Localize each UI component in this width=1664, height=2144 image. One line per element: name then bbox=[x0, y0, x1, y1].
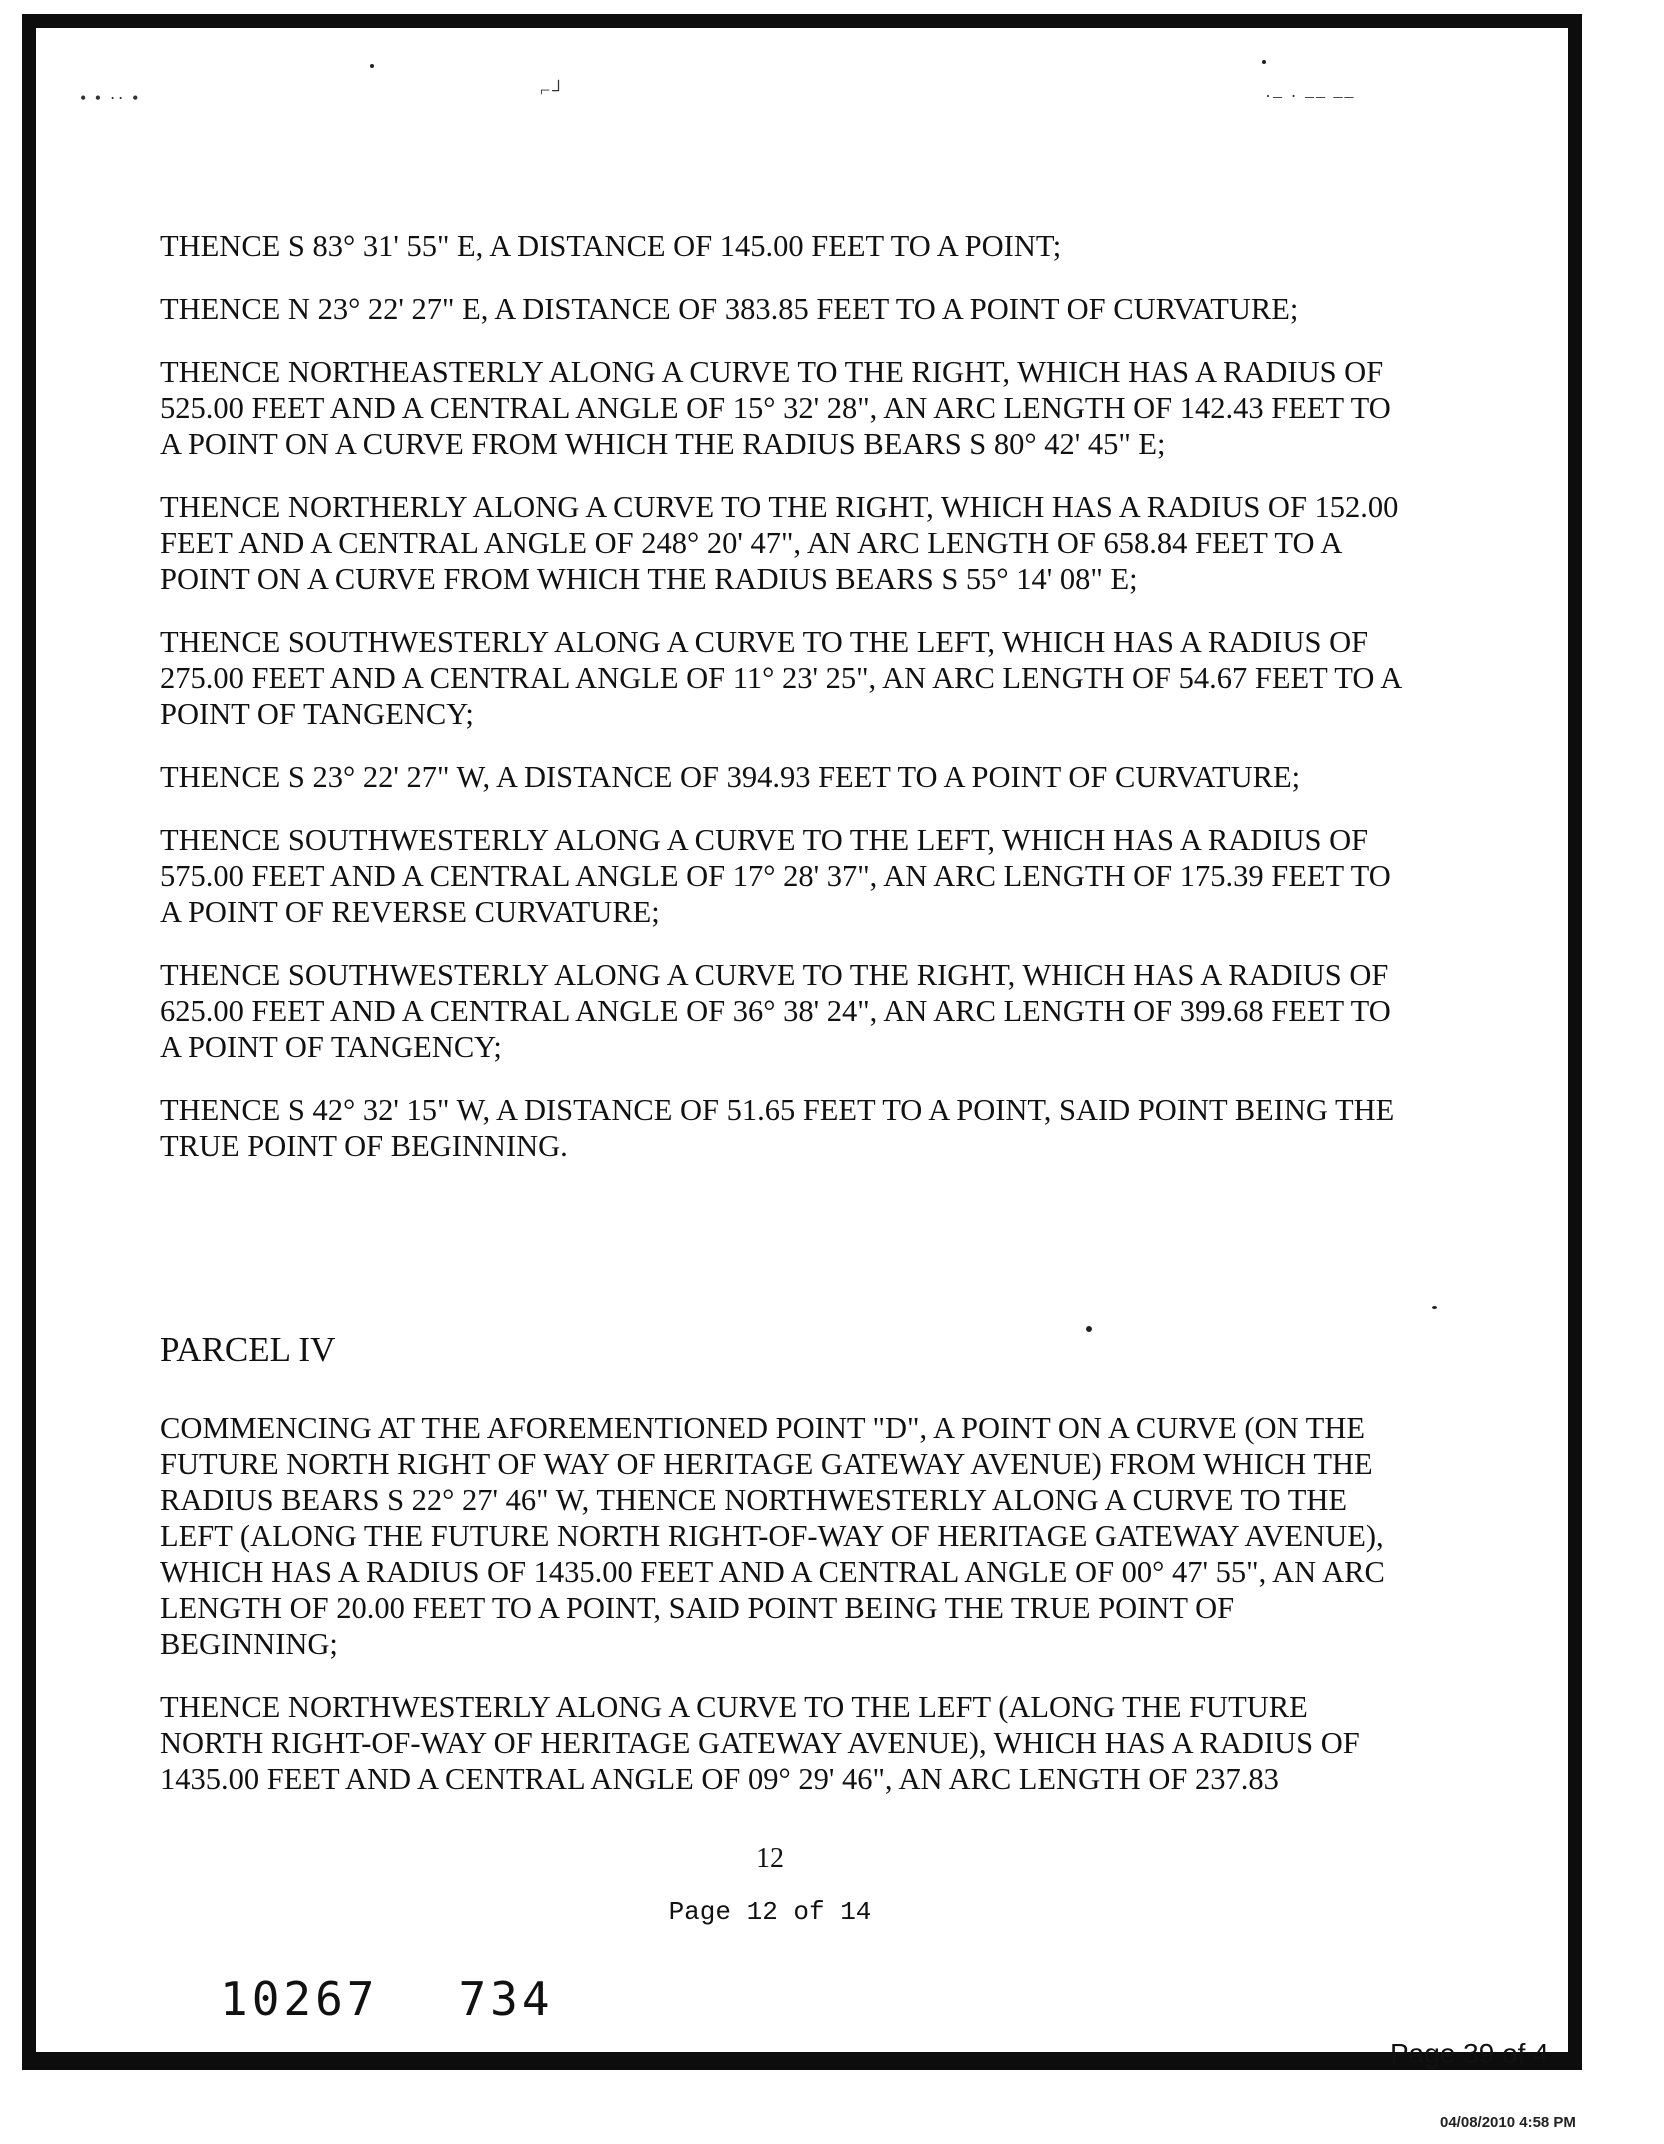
paragraph: THENCE NORTHWESTERLY ALONG A CURVE TO THE LEFT (ALONG THE FUTURE NORTH RIGHT-OF-WAY OF HERITAGE GATEWAY AVENUE), WHICH HAS A RADIUS OF 1435.00 FEET AND A CENTRAL ANGLE OF 09° 29' 46", AN ARC LENGTH OF 237.83 bbox=[160, 1690, 1360, 1796]
print-timestamp: 04/08/2010 4:58 PM bbox=[1440, 2114, 1576, 2131]
paragraph: THENCE NORTHEASTERLY ALONG A CURVE TO THE RIGHT, WHICH HAS A RADIUS OF 525.00 FEET AND A CENTRAL ANGLE OF 15° 32' 28", AN ARC LENGTH OF 142.43 FEET TO A POINT ON A CURVE FROM WHICH THE RADIUS BEARS S 80° 42' 45" E; bbox=[160, 355, 1391, 461]
book-number: 10267 bbox=[220, 1972, 379, 2026]
paragraph: THENCE S 23° 22' 27" W, A DISTANCE OF 394.93 FEET TO A POINT OF CURVATURE; bbox=[160, 760, 1301, 794]
scan-marks: • • ·· • bbox=[80, 88, 141, 108]
scan-marks: ·‒ · ‒‒ ‒‒ bbox=[1265, 86, 1356, 106]
paragraph: THENCE S 42° 32' 15" W, A DISTANCE OF 51.65 FEET TO A POINT, SAID POINT BEING THE TRUE POINT OF BEGINNING. bbox=[160, 1093, 1395, 1163]
page-number: 12 bbox=[756, 1843, 784, 1874]
paragraph: THENCE S 83° 31' 55" E, A DISTANCE OF 145.00 FEET TO A POINT; bbox=[160, 229, 1062, 263]
footer-page-count: Page 39 of 4 bbox=[1390, 2038, 1549, 2069]
paragraph: THENCE SOUTHWESTERLY ALONG A CURVE TO THE LEFT, WHICH HAS A RADIUS OF 575.00 FEET AND A CENTRAL ANGLE OF 17° 28' 37", AN ARC LENGTH OF 175.39 FEET TO A POINT OF REVERSE CURVATURE; bbox=[160, 823, 1391, 929]
page-reference: 734 bbox=[458, 1972, 554, 2026]
scan-speck bbox=[1086, 1326, 1092, 1332]
paragraph: THENCE N 23° 22' 27" E, A DISTANCE OF 383.85 FEET TO A POINT OF CURVATURE; bbox=[160, 292, 1299, 326]
scan-marks: ⌐┘ bbox=[540, 80, 567, 100]
paragraph: THENCE SOUTHWESTERLY ALONG A CURVE TO THE LEFT, WHICH HAS A RADIUS OF 275.00 FEET AND A CENTRAL ANGLE OF 11° 23' 25", AN ARC LENGTH OF 54.67 FEET TO A POINT OF TANGENCY; bbox=[160, 625, 1401, 731]
section-heading: PARCEL IV bbox=[160, 1330, 336, 1369]
document-body-2 bbox=[160, 1410, 1410, 1824]
scan-speck bbox=[370, 64, 374, 68]
page-of-label: Page 12 of 14 bbox=[668, 1897, 872, 1927]
paragraph: THENCE SOUTHWESTERLY ALONG A CURVE TO THE RIGHT, WHICH HAS A RADIUS OF 625.00 FEET AND A CENTRAL ANGLE OF 36° 38' 24", AN ARC LENGTH OF 399.68 FEET TO A POINT OF TANGENCY; bbox=[160, 958, 1391, 1064]
document-body bbox=[160, 228, 1410, 1191]
scan-speck bbox=[1432, 1306, 1437, 1309]
paragraph: COMMENCING AT THE AFOREMENTIONED POINT "D", A POINT ON A CURVE (ON THE FUTURE NORTH RIGHT OF WAY OF HERITAGE GATEWAY AVENUE) FROM WHICH THE RADIUS BEARS S 22° 27' 46" W, THENCE NORTHWESTERLY ALONG A CURVE TO THE LEFT (ALONG THE FUTURE NORTH RIGHT-OF-WAY OF HERITAGE GATEWAY AVENUE), WHICH HAS A RADIUS OF 1435.00 FEET AND A CENTRAL ANGLE OF 00° 47' 55", AN ARC LENGTH OF 20.00 FEET TO A POINT, SAID POINT BEING THE TRUE POINT OF BEGINNING; bbox=[160, 1411, 1385, 1661]
book-page-stamp bbox=[220, 1972, 634, 2026]
paragraph: THENCE NORTHERLY ALONG A CURVE TO THE RIGHT, WHICH HAS A RADIUS OF 152.00 FEET AND A CENTRAL ANGLE OF 248° 20' 47", AN ARC LENGTH OF 658.84 FEET TO A POINT ON A CURVE FROM WHICH THE RADIUS BEARS S 55° 14' 08" E; bbox=[160, 490, 1399, 596]
scan-speck bbox=[1262, 60, 1266, 64]
